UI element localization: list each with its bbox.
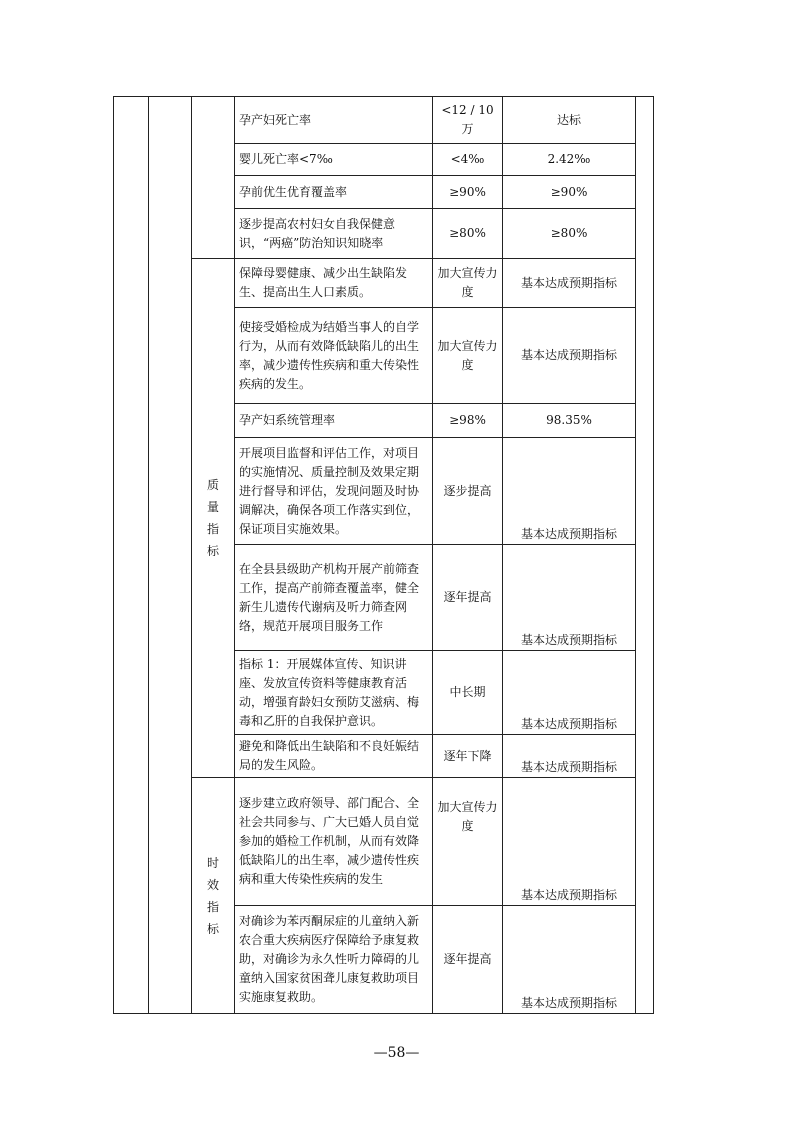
level2-cell (149, 97, 192, 1014)
target-cell: 加大宣传力度 (433, 778, 503, 906)
remarks-cell (636, 97, 654, 1014)
target-cell: <12 / 10 万 (433, 97, 503, 144)
performance-indicator-table (113, 96, 654, 1014)
result-cell: 基本达成预期指标 (503, 438, 636, 545)
indicator-cell: 避免和降低出生缺陷和不良妊娠结局的发生风险。 (235, 735, 433, 778)
result-cell: 基本达成预期指标 (503, 778, 636, 906)
target-cell: 逐年下降 (433, 735, 503, 778)
target-cell: ≥90% (433, 176, 503, 209)
target-cell: ≥80% (433, 209, 503, 259)
indicator-cell: 孕前优生优育覆盖率 (235, 176, 433, 209)
indicator-cell: 指标 1：开展媒体宣传、知识讲座、发放宣传资料等健康教育活动，增强育龄妇女预防艾滋病、梅毒和乙肝的自我保护意识。 (235, 651, 433, 735)
target-cell: 逐步提高 (433, 438, 503, 545)
result-cell: 基本达成预期指标 (503, 308, 636, 404)
result-cell: 达标 (503, 97, 636, 144)
category-quality: 质量指标 (192, 259, 235, 778)
category-cell-continued (192, 97, 235, 259)
indicator-cell: 婴儿死亡率<7‰ (235, 144, 433, 176)
result-cell: 基本达成预期指标 (503, 906, 636, 1014)
result-cell: 基本达成预期指标 (503, 735, 636, 778)
result-cell: 基本达成预期指标 (503, 259, 636, 308)
target-cell: <4‰ (433, 144, 503, 176)
indicator-cell: 开展项目监督和评估工作，对项目的实施情况、质量控制及效果定期进行督导和评估，发现问题及时协调解决，确保各项工作落实到位，保证项目实施效果。 (235, 438, 433, 545)
indicator-cell: 逐步建立政府领导、部门配合、全社会共同参与、广大已婚人员自觉参加的婚检工作机制，从而有效降低缺陷儿的出生率，减少遗传性疾病和重大传染性疾病的发生 (235, 778, 433, 906)
indicator-cell: 孕产妇死亡率 (235, 97, 433, 144)
target-cell: 中长期 (433, 651, 503, 735)
result-cell: 2.42‰ (503, 144, 636, 176)
target-cell: ≥98% (433, 404, 503, 438)
table-row (114, 97, 654, 144)
category-timeliness: 时效指标 (192, 778, 235, 1014)
page-number: —58— (373, 1045, 420, 1061)
result-cell: ≥80% (503, 209, 636, 259)
indicator-cell: 逐步提高农村妇女自我保健意识，“两癌”防治知识知晓率 (235, 209, 433, 259)
result-cell: 基本达成预期指标 (503, 545, 636, 651)
result-cell: ≥90% (503, 176, 636, 209)
indicator-cell: 对确诊为苯丙酮尿症的儿童纳入新农合重大疾病医疗保障给予康复救助，对确诊为永久性听力障碍的儿童纳入国家贫困聋儿康复救助项目实施康复救助。 (235, 906, 433, 1014)
indicator-cell: 保障母婴健康、减少出生缺陷发生、提高出生人口素质。 (235, 259, 433, 308)
target-cell: 加大宣传力度 (433, 259, 503, 308)
target-cell: 逐年提高 (433, 545, 503, 651)
target-cell: 逐年提高 (433, 906, 503, 1014)
indicator-cell: 使接受婚检成为结婚当事人的自学行为，从而有效降低缺陷儿的出生率，减少遗传性疾病和重大传染性疾病的发生。 (235, 308, 433, 404)
indicator-cell: 在全县县级助产机构开展产前筛查工作，提高产前筛查覆盖率，健全新生儿遗传代谢病及听力筛查网络，规范开展项目服务工作 (235, 545, 433, 651)
table-row (114, 259, 654, 308)
target-cell: 加大宣传力度 (433, 308, 503, 404)
indicator-cell: 孕产妇系统管理率 (235, 404, 433, 438)
result-cell: 98.35% (503, 404, 636, 438)
table-row (114, 778, 654, 906)
level1-cell (114, 97, 149, 1014)
result-cell: 基本达成预期指标 (503, 651, 636, 735)
